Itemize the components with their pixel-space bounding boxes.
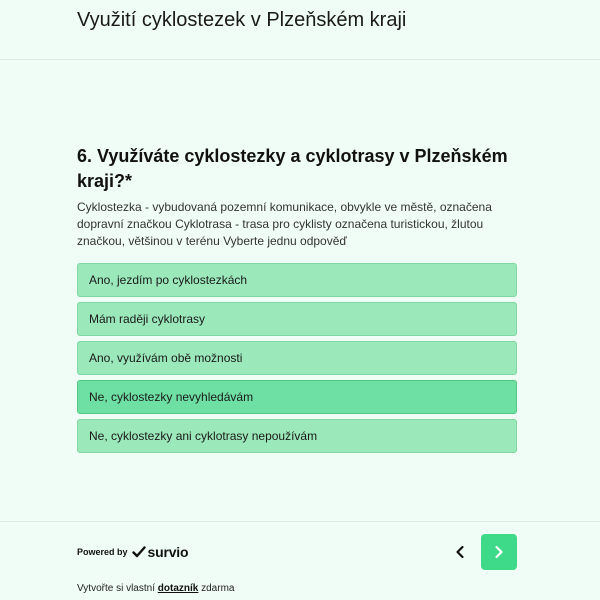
question-title: 6. Využíváte cyklostezky a cyklotrasy v Plzeňském kraji?* [77, 146, 508, 191]
answer-option-1[interactable] [77, 263, 517, 297]
create-note-suffix: zdarma [198, 583, 235, 594]
answer-option-label: Ano, využívám obě možnosti [89, 351, 243, 365]
answer-option-4[interactable] [77, 380, 517, 414]
answer-option-label: Mám raději cyklotrasy [89, 312, 206, 326]
footer-divider [0, 521, 600, 522]
next-button[interactable] [481, 534, 517, 570]
powered-by-label: Powered by [77, 547, 128, 557]
powered-by [77, 544, 188, 560]
survio-check-icon [132, 545, 146, 559]
chevron-right-icon [493, 545, 505, 559]
question-description: Cyklostezka - vybudovaná pozemní komunikace, obvykle ve městě, označena dopravní značkou Cyklotrasa - trasa pro cyklisty označena turistickou, žlutou značkou, většinou v terénu Vyberte jednu odpověď [77, 200, 492, 248]
answer-option-5[interactable] [77, 419, 517, 453]
survey-title: Využití cyklostezek v Plzeňském kraji [77, 9, 407, 31]
answer-option-label: Ne, cyklostezky ani cyklotrasy nepoužívám [89, 429, 318, 443]
create-note-prefix: Vytvořte si vlastní [77, 583, 158, 594]
previous-button[interactable] [446, 538, 474, 566]
answer-options [77, 263, 517, 458]
create-survey-link[interactable]: dotazník [157, 583, 199, 594]
create-survey-note [77, 583, 234, 594]
answer-option-2[interactable] [77, 302, 517, 336]
survey-header [0, 0, 600, 60]
survio-brand: survio [147, 544, 189, 560]
answer-option-label: Ano, jezdím po cyklostezkách [89, 273, 248, 287]
survio-logo[interactable] [132, 544, 189, 560]
chevron-left-icon [454, 545, 466, 559]
answer-option-3[interactable] [77, 341, 517, 375]
answer-option-label: Ne, cyklostezky nevyhledávám [89, 390, 254, 404]
